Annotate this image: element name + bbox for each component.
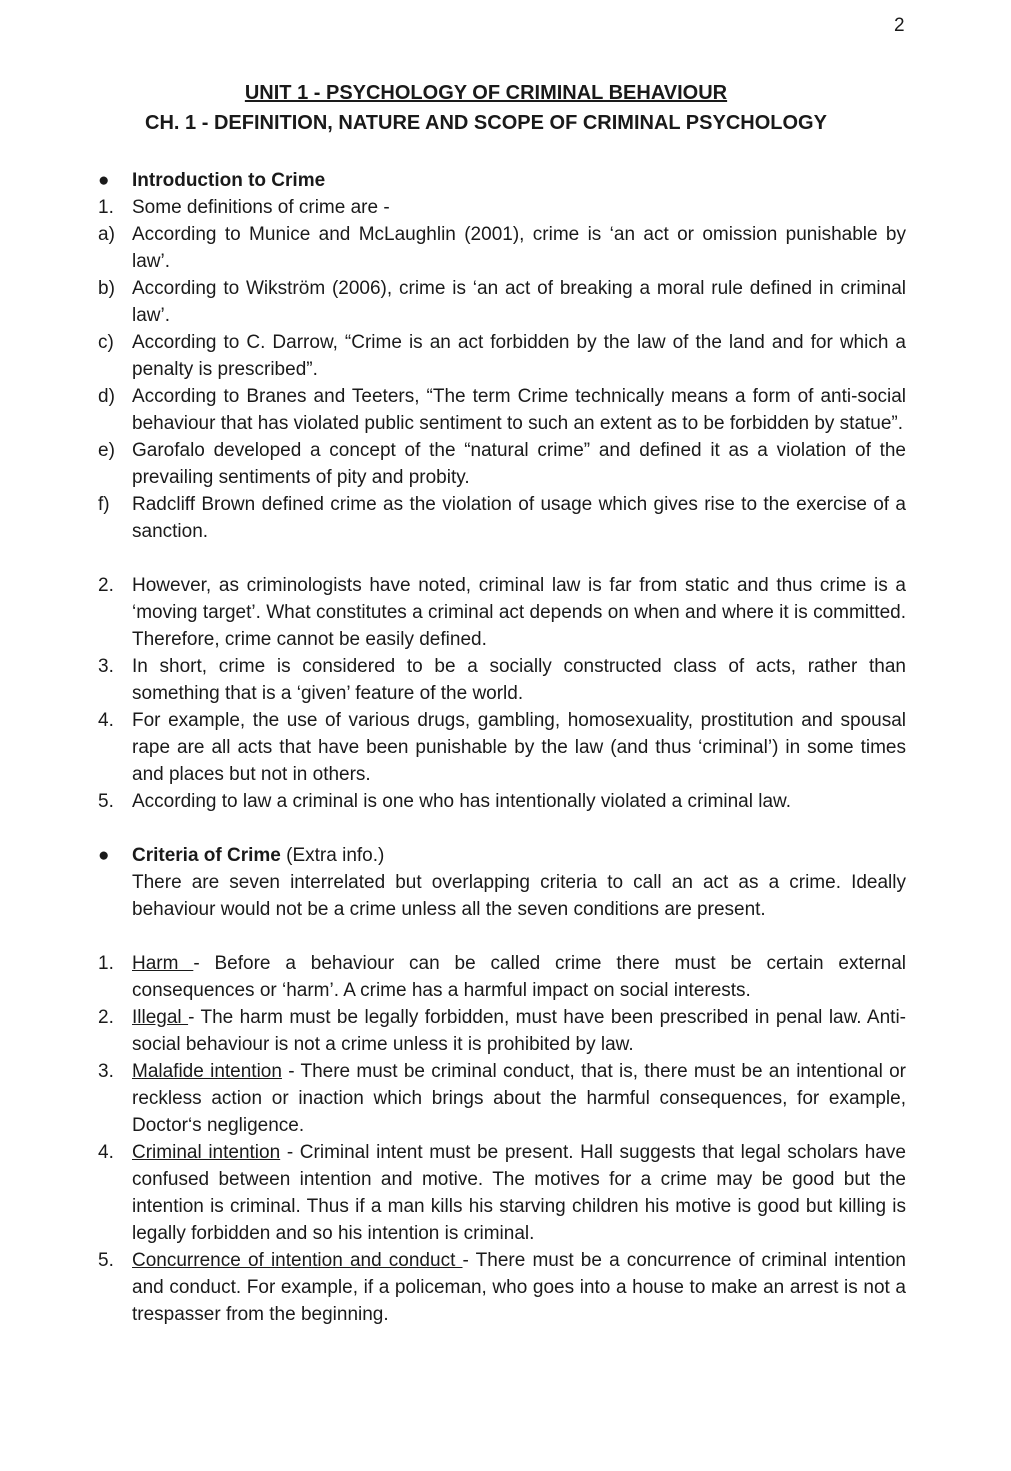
list-item: 4. For example, the use of various drugs, gambling, homosexuality, prostitution and spousal rape are all acts that have been punishable by the law (and thus ‘criminal’) in some times and places but not in others. xyxy=(98,710,906,785)
chapter-title: CH. 1 - DEFINITION, NATURE AND SCOPE OF CRIMINAL PSYCHOLOGY xyxy=(145,112,827,134)
section-heading: Criteria of Crime xyxy=(132,845,281,866)
criteria-item: 1. Harm - Before a behaviour can be called crime there must be certain external consequences or ‘harm’. A crime has a harmful impact on social interests. xyxy=(98,953,906,1001)
definition-item: e) Garofalo developed a concept of the “natural crime” and defined it as a violation of the prevailing sentiments of pity and probity. xyxy=(98,440,906,488)
bullet-icon: ● xyxy=(98,170,110,191)
criteria-item: 2. Illegal - The harm must be legally forbidden, must have been prescribed in penal law. Anti-social behaviour is not a crime unless it is prohibited by law. xyxy=(98,1007,906,1055)
definition-item: f) Radcliff Brown defined crime as the violation of usage which gives rise to the exercise of a sanction. xyxy=(98,494,906,542)
criteria-term: Harm xyxy=(132,953,194,974)
list-item: 5. According to law a criminal is one who has intentionally violated a criminal law. xyxy=(98,791,791,812)
definition-item: c) According to C. Darrow, “Crime is an act forbidden by the law of the land and for which a penalty is prescribed”. xyxy=(98,332,906,380)
document-body xyxy=(98,167,906,1328)
list-item: 1. Some definitions of crime are - xyxy=(98,197,390,218)
bullet-icon: ● xyxy=(98,845,110,866)
criteria-intro: There are seven interrelated but overlapping criteria to call an act as a crime. Ideally behaviour would not be a crime unless all the seven conditions are present. xyxy=(132,872,906,920)
definition-item: b) According to Wikström (2006), crime is ‘an act of breaking a moral rule defined in criminal law’. xyxy=(98,278,906,326)
list-item: 2. However, as criminologists have noted, criminal law is far from static and thus crime is a ‘moving target’. What constitutes a criminal act depends on when and where it is committed. Therefore, crime cannot be easily defined. xyxy=(98,575,906,650)
section-heading: Introduction to Crime xyxy=(132,170,326,191)
intro-heading xyxy=(98,167,906,194)
criteria-item: 3. Malafide intention - There must be criminal conduct, that is, there must be an intentional or reckless action or inaction which brings about the harmful consequences, for example, Doctor‘s negligence. xyxy=(98,1061,906,1136)
criteria-heading xyxy=(98,842,906,869)
criteria-term: Concurrence of intention and conduct xyxy=(132,1250,463,1271)
criteria-term: Malafide intention xyxy=(132,1061,282,1082)
heading-note: (Extra info.) xyxy=(280,845,385,866)
list-item: 3. In short, crime is considered to be a socially constructed class of acts, rather than something that is a ‘given’ feature of the world. xyxy=(98,656,906,704)
criteria-item: 5. Concurrence of intention and conduct - There must be a concurrence of criminal intention and conduct. For example, if a policeman, who goes into a house to make an arrest is not a trespasser from the beginning. xyxy=(98,1250,906,1325)
criteria-item: 4. Criminal intention - Criminal intent must be present. Hall suggests that legal scholars have confused between intention and motive. The motives for a crime may be good but the intention is criminal. Thus if a man kills his starving children his motive is good but killing is legally forbidden and so his intention is criminal. xyxy=(98,1142,906,1244)
definition-item: a) According to Munice and McLaughlin (2001), crime is ‘an act or omission punishable by law’. xyxy=(98,224,906,272)
definition-item: d) According to Branes and Teeters, “The term Crime technically means a form of anti-social behaviour that has violated public sentiment to such an extent as to be forbidden by statue”. xyxy=(98,386,906,434)
page-number: 2 xyxy=(894,15,905,36)
unit-title: UNIT 1 - PSYCHOLOGY OF CRIMINAL BEHAVIOUR xyxy=(244,82,728,104)
criteria-term: Illegal xyxy=(132,1007,189,1028)
criteria-term: Criminal intention xyxy=(132,1142,281,1163)
